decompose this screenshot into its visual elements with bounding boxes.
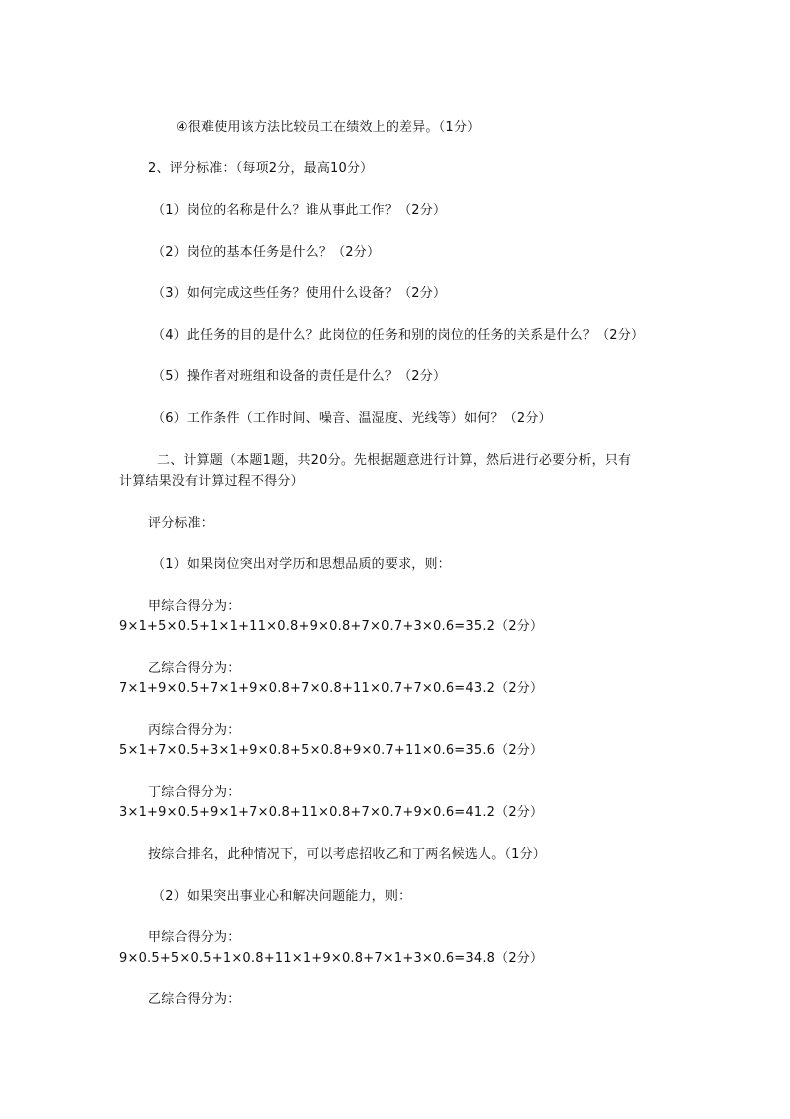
text-line: ④很难使用该方法比较员工在绩效上的差异。（1分） (176, 120, 481, 135)
text-line: 计算结果没有计算过程不得分） (119, 474, 304, 489)
text-line: 5×1+7×0.5+3×1+9×0.8+5×0.8+9×0.7+11×0.6=35.6（2分） (119, 743, 544, 758)
text-line: 2、评分标准：（每项2分，最高10分） (148, 161, 374, 176)
text-line: 甲综合得分为： (148, 930, 241, 945)
text-line: 丁综合得分为： (148, 785, 241, 800)
text-line: 评分标准： (148, 516, 215, 531)
text-line: 按综合排名，此种情况下，可以考虑招收乙和丁两名候选人。（1分） (148, 847, 546, 862)
text-line: 乙综合得分为： (148, 661, 241, 676)
text-line: （6）工作条件（工作时间、噪音、温湿度、光线等）如何？（2分） (152, 411, 552, 426)
text-line: （3）如何完成这些任务？使用什么设备？（2分） (152, 286, 447, 301)
text-line: 乙综合得分为： (148, 992, 241, 1007)
text-line: 二、计算题（本题1题，共20分。先根据题意进行计算，然后进行必要分析，只有 (157, 453, 632, 468)
text-line: （1）如果岗位突出对学历和思想品质的要求，则： (152, 557, 451, 572)
text-line: （5）操作者对班组和设备的责任是什么？（2分） (152, 369, 447, 384)
text-line: （1）岗位的名称是什么？谁从事此工作？（2分） (152, 203, 447, 218)
text-line: 9×0.5+5×0.5+1×0.8+11×1+9×0.8+7×1+3×0.6=34.8（2分） (119, 951, 544, 966)
text-line: （4）此任务的目的是什么？此岗位的任务和别的岗位的任务的关系是什么？（2分） (152, 328, 645, 343)
text-line: （2）岗位的基本任务是什么？（2分） (152, 245, 381, 260)
text-line: 3×1+9×0.5+9×1+7×0.8+11×0.8+7×0.7+9×0.6=41.2（2分） (119, 805, 544, 820)
text-line: 7×1+9×0.5+7×1+9×0.8+7×0.8+11×0.7+7×0.6=43.2（2分） (119, 681, 544, 696)
text-line: 甲综合得分为： (148, 599, 241, 614)
text-line: 丙综合得分为： (148, 723, 241, 738)
text-line: （2）如果突出事业心和解决问题能力，则： (152, 889, 412, 904)
text-line: 9×1+5×0.5+1×1+11×0.8+9×0.8+7×0.7+3×0.6=35.2（2分） (119, 619, 544, 634)
